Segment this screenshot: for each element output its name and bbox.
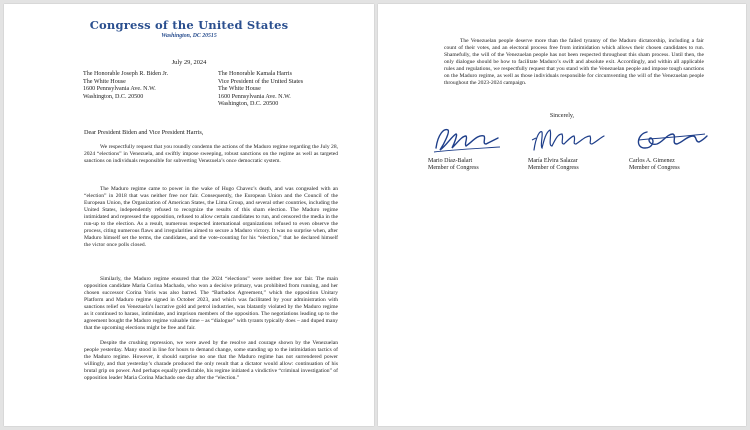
recipient-vice-president — [218, 71, 303, 109]
letter-page-2 — [378, 4, 746, 426]
recipient-city: Washington, D.C. 20500 — [218, 101, 279, 108]
signer-title: Member of Congress — [629, 165, 680, 172]
signer-block — [629, 122, 719, 172]
signer-block — [528, 122, 618, 172]
signature-gimenez — [629, 122, 709, 158]
letter-page-1 — [4, 4, 374, 426]
recipient-president — [83, 71, 168, 101]
recipient-office: The White House — [83, 78, 126, 85]
body-paragraph: The Maduro regime came to power in the wake of Hugo Chavez’s death, and was congealed with an “election” in 2018 that was neither free nor fair. Consequently, the European Union and the Council of the European Union, the Organization of American States, the Lima Group, and several other countries, including the United States, independently refused to recognize the results of this sham election. The Maduro regime intimidated and repressed the opposition, refused to allow certain candidates to run, and censored the media in the run-up to the election. As a result, numerous respected international organizations refused to even observe the process, citing numerous flaws and irregularities aimed to secure a Maduro victory. It was no surprise when, after Maduro himself set the terms, the candidates, and the vote-counting for his “election,” that he declared himself the victor once polls closed. — [84, 186, 338, 249]
signer-title: Member of Congress — [528, 165, 579, 172]
signature-salazar — [528, 122, 608, 158]
body-paragraph: The Venezuelan people deserve more than the failed tyranny of the Maduro dictatorship, including a fair count of their votes, and an electoral process free from intimidation which allows their chosen candidates to run. Shamefully, the will of the Venezuelan people has not been respected throughout this sham process. Until then, the only dialogue should be how to facilitate Maduro’s swift and absolute exit. Accordingly, and within all applicable rules and regulations, we respectfully request that you stand with the Venezuelan people and impose tough sanctions on the Maduro regime, as well as those individuals responsible for circumventing the will of the Venezuelan people throughout the 2023-2024 campaign. — [444, 38, 704, 87]
letterhead-subtitle: Washington, DC 20515 — [161, 33, 217, 39]
signer-title: Member of Congress — [428, 165, 479, 172]
recipient-name: The Honorable Joseph R. Biden Jr. — [83, 71, 169, 77]
signer-name: María Elvira Salazar — [528, 158, 578, 164]
closing: Sincerely, — [549, 113, 575, 119]
signature-diaz-balart — [428, 122, 508, 158]
signer-name: Mario Díaz-Balart — [428, 158, 473, 164]
letterhead — [4, 18, 374, 39]
body-paragraph: We respectfully request that you roundly condemn the actions of the Maduro regime regarding the July 28, 2024 “elections” in Venezuela, and swiftly impose sweeping, robust sanctions on the regime as well as targeted sanctions on individuals responsible for subverting Venezuela’s once democratic system. — [84, 144, 338, 165]
recipient-office-secondary: The White House — [218, 86, 261, 93]
letterhead-title: Congress of the United States — [89, 18, 289, 32]
recipient-address: 1600 Pennsylvania Ave. N.W. — [83, 86, 156, 93]
body-paragraph: Despite the crushing repression, we were awed by the resolve and courage shown by the Venezuelan people yesterday. Many stood in line for hours to demand change, some standing up to the intimidation tactics of the Maduro regime. However, it should surprise no one that the Maduro regime has not surrendered power willingly, and that yesterday’s charade produced the only result that a dictator would allow: continuation of his brutal grip on power. And perhaps equally predictable, his regime initiated a vindictive “criminal investigation” of opposition leader Maria Corina Machado one day after the “election.” — [84, 340, 338, 382]
recipient-city: Washington, D.C. 20500 — [83, 93, 144, 100]
recipient-name: The Honorable Kamala Harris — [218, 71, 292, 77]
letter-date: July 29, 2024 — [171, 59, 207, 66]
body-paragraph: Similarly, the Maduro regime ensured that the 2024 “elections” were neither free nor fair. The main opposition candidate Maria Corina Machado, who won a decisive primary, was prohibited from running, and her chosen successor Corina Yoris was also barred. The “Barbados Agreement,” which the opposition Unitary Platform and Maduro regime signed in October 2023, and which was facilitated by your administration with sanctions relief on Venezuela’s lucrative gold and petrol industries, was blatantly violated by the Maduro regime as it continued to harass, intimidate, and imprison members of the opposition. The negotiations leading up to the agreement bought the Maduro regime valuable time – as “dialogue” with tyrants typically does – and duped many that the upcoming elections might be free and fair. — [84, 276, 338, 332]
signer-name: Carlos A. Gimenez — [629, 158, 675, 164]
recipient-address: 1600 Pennsylvania Ave. N.W. — [218, 93, 291, 100]
salutation: Dear President Biden and Vice President Harris, — [84, 129, 204, 136]
recipient-office: Vice President of the United States — [218, 78, 304, 85]
signer-block — [428, 122, 518, 172]
